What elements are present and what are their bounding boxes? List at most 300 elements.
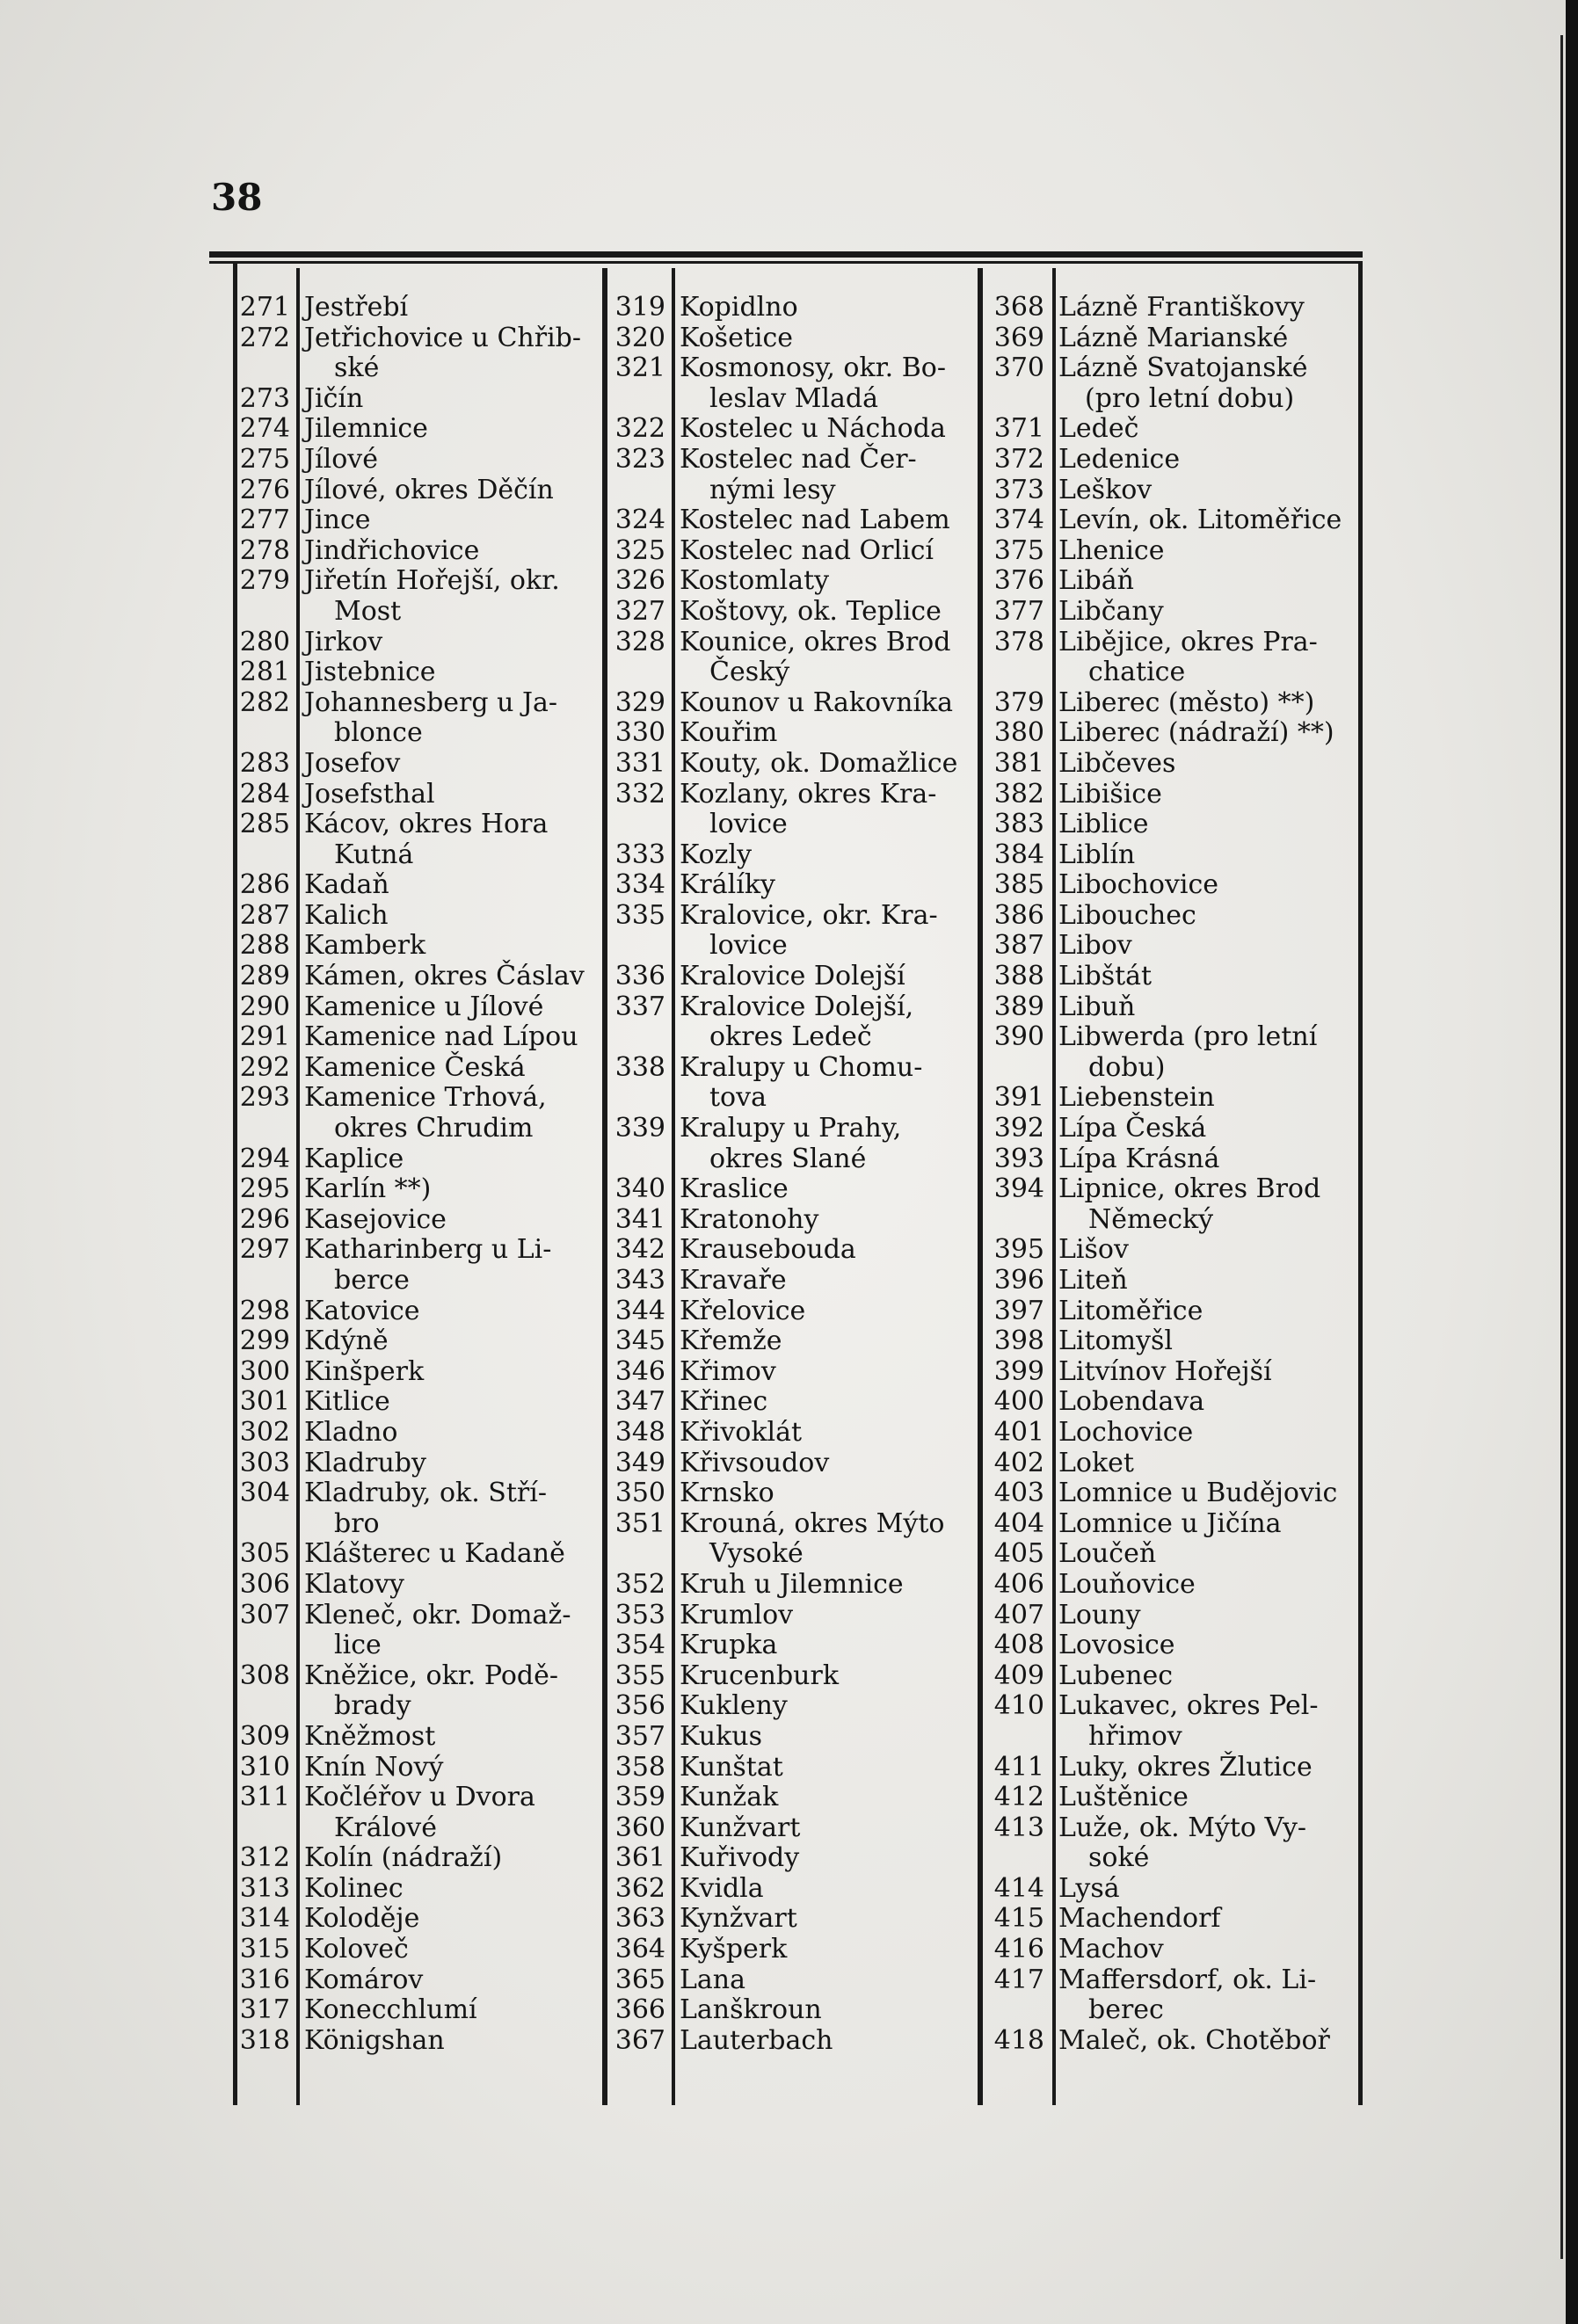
- entry-number: 283: [239, 747, 290, 779]
- entry-name-line: Kozly: [680, 839, 753, 870]
- entry-name-line: Lišov: [1058, 1234, 1129, 1266]
- entry-name-continuation: blonce: [334, 717, 423, 749]
- entry-name-line: Lázně Marianské: [1058, 322, 1289, 353]
- entry-number: 374: [993, 505, 1044, 536]
- entry-number: 292: [239, 1051, 290, 1083]
- entry-number: 278: [239, 534, 290, 566]
- entry-name-line: Kralupy u Prahy,: [680, 1113, 902, 1144]
- entry-name-line: Libštát: [1058, 961, 1153, 992]
- entry-name: [304, 476, 594, 506]
- entry-name: [1058, 1418, 1349, 1449]
- entry-name: [1058, 1601, 1349, 1631]
- entry-name: [680, 628, 970, 688]
- entry-name: [1058, 353, 1349, 414]
- entry-number: 281: [239, 657, 290, 688]
- entry-number: 296: [239, 1203, 290, 1235]
- entry-name: [1058, 1266, 1349, 1296]
- entry-number: 379: [993, 686, 1044, 718]
- entry-number: 409: [993, 1659, 1044, 1691]
- page-number: 38: [211, 176, 263, 219]
- entry-name-continuation: Kutná: [334, 839, 414, 870]
- entry-name-line: Lípa Krásná: [1058, 1143, 1220, 1174]
- entry-name-line: Lysá: [1058, 1872, 1120, 1904]
- entry-name-line: Jestřebí: [304, 292, 409, 323]
- entry-name-line: Křivoklát: [680, 1416, 803, 1448]
- entry-name: [1058, 1326, 1349, 1357]
- entry-name-line: Litomyšl: [1058, 1325, 1174, 1357]
- entry-number: 342: [614, 1234, 665, 1266]
- entry-number: 410: [993, 1690, 1044, 1722]
- entry-number: 394: [993, 1173, 1044, 1205]
- entry-name-line: Kalich: [304, 899, 389, 931]
- entry-number: 287: [239, 899, 290, 931]
- entry-name-line: Lomnice u Budějovic: [1058, 1478, 1338, 1509]
- entry-name: [1058, 1478, 1349, 1509]
- entry-name: [1058, 505, 1349, 536]
- entry-name: [1058, 414, 1349, 445]
- entry-name-line: Kostelec nad Čer-: [680, 443, 917, 475]
- entry-number: 395: [993, 1234, 1044, 1266]
- entry-name: [680, 1509, 970, 1570]
- entry-name-line: Lipnice, okres Brod: [1058, 1173, 1321, 1205]
- entry-number: 403: [993, 1478, 1044, 1509]
- entry-number: 295: [239, 1173, 290, 1205]
- entry-number: 373: [993, 474, 1044, 505]
- entry-name: [304, 1022, 594, 1053]
- entry-name: [680, 992, 970, 1053]
- entry-name-line: Libčany: [1058, 595, 1164, 627]
- entry-name: [1058, 1813, 1349, 1874]
- entry-name-line: Liteň: [1058, 1265, 1128, 1296]
- entry-name-line: Kopidlno: [680, 292, 798, 323]
- entry-number: 347: [614, 1386, 665, 1418]
- entry-name-line: Kámen, okres Čáslav: [304, 961, 585, 992]
- entry-number: 282: [239, 686, 290, 718]
- entry-name-line: Lochovice: [1058, 1416, 1194, 1448]
- entry-name: [680, 901, 970, 962]
- entry-name-line: Luže, ok. Mýto Vy-: [1058, 1812, 1307, 1843]
- entry-number: 286: [239, 869, 290, 901]
- entry-name: [680, 1570, 970, 1601]
- entry-number: 348: [614, 1416, 665, 1448]
- entry-number: 396: [993, 1265, 1044, 1296]
- entry-name-line: Kasejovice: [304, 1203, 447, 1235]
- entry-name: [304, 810, 594, 870]
- entry-number: 400: [993, 1386, 1044, 1418]
- entry-number: 381: [993, 747, 1044, 779]
- entry-number: 360: [614, 1812, 665, 1843]
- entry-name-line: Kdýně: [304, 1325, 389, 1357]
- entry-number: 274: [239, 413, 290, 445]
- entry-number: 361: [614, 1842, 665, 1874]
- entry-number: 314: [239, 1903, 290, 1935]
- entry-name: [304, 1449, 594, 1479]
- entry-number: 284: [239, 778, 290, 810]
- entry-name: [680, 1753, 970, 1783]
- entry-name: [1058, 810, 1349, 840]
- entry-name: [304, 1935, 594, 1965]
- entry-number: 370: [993, 352, 1044, 384]
- entry-number: 345: [614, 1325, 665, 1357]
- entry-name: [304, 1904, 594, 1935]
- entry-number: 356: [614, 1690, 665, 1722]
- entry-name: [304, 2026, 594, 2057]
- entry-name-line: Libišice: [1058, 778, 1162, 810]
- entry-name: [304, 1174, 594, 1205]
- entry-name-line: Kouřim: [680, 717, 778, 749]
- entry-name: [1058, 1357, 1349, 1388]
- entry-name-continuation: brady: [334, 1690, 411, 1722]
- entry-name: [680, 1114, 970, 1174]
- entry-number: 307: [239, 1599, 290, 1630]
- entry-name-line: Křinec: [680, 1386, 768, 1418]
- entry-name-line: Kolinec: [304, 1872, 404, 1904]
- entry-name: [304, 1478, 594, 1539]
- entry-name: [680, 780, 970, 840]
- entry-number: 377: [993, 595, 1044, 627]
- entry-name: [304, 1783, 594, 1843]
- entry-name-line: Kruh u Jilemnice: [680, 1568, 904, 1600]
- entry-number: 326: [614, 565, 665, 597]
- entry-number: 317: [239, 1994, 290, 2026]
- entry-name-line: Kuřivody: [680, 1842, 800, 1874]
- entry-number: 309: [239, 1720, 290, 1752]
- entry-name: [680, 353, 970, 414]
- entry-name-continuation: soké: [1088, 1842, 1150, 1874]
- entry-name-continuation: berce: [334, 1265, 410, 1296]
- entry-name: [1058, 688, 1349, 719]
- entry-name-line: Křivsoudov: [680, 1447, 830, 1478]
- entry-number: 416: [993, 1934, 1044, 1965]
- entry-name-line: Kukleny: [680, 1690, 788, 1722]
- entry-number: 271: [239, 292, 290, 323]
- entry-number: 280: [239, 626, 290, 657]
- entry-name-line: Königshan: [304, 2024, 445, 2056]
- entry-name: [680, 293, 970, 323]
- entry-number: 418: [993, 2024, 1044, 2056]
- entry-name-line: Koštovy, ok. Teplice: [680, 595, 942, 627]
- entry-name: [680, 1357, 970, 1388]
- entry-name: [304, 870, 594, 901]
- entry-number: 414: [993, 1872, 1044, 1904]
- entry-number: 407: [993, 1599, 1044, 1630]
- entry-name: [304, 1053, 594, 1084]
- entry-name: [680, 1935, 970, 1965]
- entry-name: [680, 1326, 970, 1357]
- entry-number: 300: [239, 1355, 290, 1387]
- entry-number: 331: [614, 747, 665, 779]
- entry-number: 319: [614, 292, 665, 323]
- entry-name-line: Kladruby: [304, 1447, 426, 1478]
- entry-name: [304, 1205, 594, 1236]
- entry-number: 359: [614, 1782, 665, 1813]
- entry-number: 343: [614, 1265, 665, 1296]
- entry-name: [1058, 1539, 1349, 1570]
- entry-number: 312: [239, 1842, 290, 1874]
- entry-name: [680, 1783, 970, 1813]
- entry-name-line: Kostomlaty: [680, 565, 830, 597]
- entry-name: [680, 1843, 970, 1874]
- entry-number: 293: [239, 1082, 290, 1114]
- entry-number: 382: [993, 778, 1044, 810]
- entry-name-line: Koloveč: [304, 1934, 409, 1965]
- entry-number: 285: [239, 809, 290, 840]
- entry-name: [304, 1753, 594, 1783]
- entry-number: 321: [614, 352, 665, 384]
- entry-number: 341: [614, 1203, 665, 1235]
- entry-name: [680, 1601, 970, 1631]
- entry-number: 371: [993, 413, 1044, 445]
- entry-number: 402: [993, 1447, 1044, 1478]
- entry-name-line: Jílové: [304, 443, 378, 475]
- table-top-rule-thin: [209, 261, 1363, 264]
- entry-name: [304, 1965, 594, 1996]
- entry-name-line: Machov: [1058, 1934, 1164, 1965]
- entry-name-line: Liebenstein: [1058, 1082, 1215, 1114]
- entry-name-line: Kralovice Dolejší: [680, 961, 905, 992]
- entry-name-continuation: ské: [334, 352, 380, 384]
- entry-name: [680, 1813, 970, 1844]
- entry-name: [1058, 293, 1349, 323]
- entry-name-line: Kyšperk: [680, 1934, 788, 1965]
- entry-name-line: Krumlov: [680, 1599, 794, 1630]
- entry-name: [1058, 1235, 1349, 1266]
- entry-name: [1058, 2026, 1349, 2057]
- entry-name-line: Kladruby, ok. Stří-: [304, 1478, 547, 1509]
- entry-name: [1058, 1174, 1349, 1235]
- entry-name-line: Jiřetín Hořejší, okr.: [304, 565, 560, 597]
- entry-name-line: Kunžak: [680, 1782, 779, 1813]
- entry-name-line: Kitlice: [304, 1386, 390, 1418]
- entry-number: 290: [239, 991, 290, 1022]
- entry-number: 305: [239, 1538, 290, 1570]
- entry-name-line: Liběјice, okres Pra-: [1058, 626, 1318, 657]
- entry-name-line: Loučeň: [1058, 1538, 1157, 1570]
- entry-number: 404: [993, 1507, 1044, 1539]
- entry-name: [304, 962, 594, 992]
- entry-name-line: Kočléřov u Dvora: [304, 1782, 535, 1813]
- entry-name: [304, 384, 594, 415]
- entry-name-line: Kralovice, okr. Kra-: [680, 899, 938, 931]
- entry-name: [1058, 566, 1349, 597]
- entry-name-continuation: Německý: [1088, 1203, 1214, 1235]
- entry-name-line: Kounov u Rakovníka: [680, 686, 954, 718]
- entry-number: 398: [993, 1325, 1044, 1357]
- column-2-right-border: [978, 268, 983, 2105]
- entry-name: [304, 445, 594, 476]
- entry-name: [680, 749, 970, 780]
- entry-name-line: Lázně Františkovy: [1058, 292, 1305, 323]
- entry-number: 386: [993, 899, 1044, 931]
- entry-number: 399: [993, 1355, 1044, 1387]
- entry-name-line: Jindřichovice: [304, 534, 480, 566]
- entry-name-line: Kunštat: [680, 1751, 783, 1783]
- entry-number: 369: [993, 322, 1044, 353]
- entry-number: 304: [239, 1478, 290, 1509]
- entry-name: [680, 1904, 970, 1935]
- entry-name: [304, 1874, 594, 1905]
- entry-name: [304, 505, 594, 536]
- entry-name: [1058, 1296, 1349, 1327]
- entry-number: 352: [614, 1568, 665, 1600]
- entry-number: 346: [614, 1355, 665, 1387]
- entry-name: [1058, 476, 1349, 506]
- entry-number: 302: [239, 1416, 290, 1448]
- entry-number: 294: [239, 1143, 290, 1174]
- entry-number: 275: [239, 443, 290, 475]
- entry-number: 367: [614, 2024, 665, 2056]
- entry-name: [1058, 1630, 1349, 1661]
- entry-name: [680, 718, 970, 749]
- entry-name-continuation: leslav Mladá: [709, 382, 878, 414]
- entry-name-line: Kouty, ok. Domažlice: [680, 747, 958, 779]
- entry-name-line: Křemže: [680, 1325, 782, 1357]
- entry-number: 340: [614, 1173, 665, 1205]
- entry-name-line: Kinšperk: [304, 1355, 425, 1387]
- entry-name-line: Kněžmost: [304, 1720, 436, 1752]
- entry-name: [1058, 1144, 1349, 1175]
- entry-name: [1058, 931, 1349, 962]
- entry-name-line: Kostelec nad Orlicí: [680, 534, 934, 566]
- entry-name-line: Jistebnice: [304, 657, 436, 688]
- entry-name-line: Lázně Svatojanské: [1058, 352, 1308, 384]
- entry-number: 412: [993, 1782, 1044, 1813]
- entry-name: [304, 1418, 594, 1449]
- entry-number: 385: [993, 869, 1044, 901]
- entry-name: [680, 688, 970, 719]
- entry-number: 328: [614, 626, 665, 657]
- entry-name: [304, 1387, 594, 1418]
- entry-name-line: Luštěnice: [1058, 1782, 1189, 1813]
- entry-name: [1058, 962, 1349, 992]
- entry-number: 299: [239, 1325, 290, 1357]
- entry-name-line: Josefov: [304, 747, 401, 779]
- entry-number: 380: [993, 717, 1044, 749]
- entry-name: [304, 1083, 594, 1144]
- entry-name: [680, 566, 970, 597]
- entry-name: [304, 1661, 594, 1722]
- entry-number: 337: [614, 991, 665, 1022]
- entry-name-line: Kolín (nádraží): [304, 1842, 503, 1874]
- entry-name: [1058, 1783, 1349, 1813]
- entry-number: 324: [614, 505, 665, 536]
- entry-name: [680, 1965, 970, 1996]
- entry-name-continuation: bro: [334, 1507, 380, 1539]
- entry-number: 393: [993, 1143, 1044, 1174]
- entry-name: [1058, 992, 1349, 1023]
- entry-name: [1058, 597, 1349, 628]
- entry-number: 311: [239, 1782, 290, 1813]
- entry-name-line: Kamenice Trhová,: [304, 1082, 547, 1114]
- entry-name: [1058, 870, 1349, 901]
- entry-name-line: Knín Nový: [304, 1751, 444, 1783]
- entry-number: 298: [239, 1295, 290, 1326]
- entry-name: [304, 536, 594, 567]
- entry-number: 335: [614, 899, 665, 931]
- entry-name: [1058, 718, 1349, 749]
- entry-number: 320: [614, 322, 665, 353]
- entry-name: [304, 1357, 594, 1388]
- entry-name-line: Ledeč: [1058, 413, 1139, 445]
- entry-name: [680, 870, 970, 901]
- entry-name-line: Liblín: [1058, 839, 1136, 870]
- entry-name: [304, 688, 594, 749]
- table-right-border: [1358, 264, 1363, 2105]
- entry-name-line: Lukavec, okres Pel-: [1058, 1690, 1319, 1722]
- entry-number: 387: [993, 930, 1044, 962]
- entry-name-line: Krupka: [680, 1630, 778, 1661]
- entry-name-continuation: chatice: [1088, 657, 1186, 688]
- entry-name-line: Liblice: [1058, 809, 1149, 840]
- entry-name-line: Klášterec u Kadaně: [304, 1538, 565, 1570]
- entry-name: [1058, 1753, 1349, 1783]
- entry-number: 303: [239, 1447, 290, 1478]
- entry-name: [1058, 901, 1349, 932]
- entry-name-line: Jilemnice: [304, 413, 428, 445]
- entry-name-line: Louny: [1058, 1599, 1141, 1630]
- entry-number: 366: [614, 1994, 665, 2026]
- entry-name: [680, 1630, 970, 1661]
- entry-name: [680, 1387, 970, 1418]
- entry-name-line: Jetřichovice u Chřib-: [304, 322, 581, 353]
- entry-name: [1058, 780, 1349, 810]
- entry-name-continuation: Most: [334, 595, 402, 627]
- entry-name: [680, 2026, 970, 2057]
- entry-number: 315: [239, 1934, 290, 1965]
- entry-name-continuation: Králové: [334, 1812, 437, 1843]
- entry-name: [304, 1722, 594, 1753]
- entry-name: [680, 962, 970, 992]
- entry-name: [304, 1570, 594, 1601]
- entry-number: 388: [993, 961, 1044, 992]
- entry-number: 277: [239, 505, 290, 536]
- entry-number: 355: [614, 1659, 665, 1691]
- entry-number: 273: [239, 382, 290, 414]
- entry-name-line: Kamberk: [304, 930, 426, 962]
- entry-name: [1058, 1904, 1349, 1935]
- entry-name: [680, 840, 970, 871]
- entry-name-line: Komárov: [304, 1964, 424, 1995]
- entry-name: [680, 1235, 970, 1266]
- entry-name: [304, 1843, 594, 1874]
- entry-number: 306: [239, 1568, 290, 1600]
- entry-name-line: Kozlany, okres Kra-: [680, 778, 937, 810]
- entry-number: 338: [614, 1051, 665, 1083]
- entry-name: [680, 1874, 970, 1905]
- entry-number: 390: [993, 1021, 1044, 1053]
- entry-name: [304, 1326, 594, 1357]
- entry-name-line: Krnsko: [680, 1478, 774, 1509]
- entry-name: [680, 1691, 970, 1722]
- entry-name-line: Kamenice Česká: [304, 1051, 526, 1083]
- entry-name: [1058, 628, 1349, 688]
- entry-name-line: Kravaře: [680, 1265, 787, 1296]
- entry-name: [1058, 1083, 1349, 1114]
- entry-name: [1058, 323, 1349, 354]
- entry-number: 288: [239, 930, 290, 962]
- entry-name: [1058, 840, 1349, 871]
- entry-number: 336: [614, 961, 665, 992]
- entry-name-line: Levín, ok. Litoměřice: [1058, 505, 1342, 536]
- entry-name-line: Lubenec: [1058, 1659, 1174, 1691]
- entry-number: 389: [993, 991, 1044, 1022]
- table-top-rule: [209, 251, 1363, 258]
- entry-name-line: Luky, okres Žlutice: [1058, 1751, 1313, 1783]
- entry-name-continuation: dobu): [1088, 1051, 1166, 1083]
- entry-name: [680, 1478, 970, 1509]
- entry-name-line: Kunžvart: [680, 1812, 801, 1843]
- entry-name: [680, 505, 970, 536]
